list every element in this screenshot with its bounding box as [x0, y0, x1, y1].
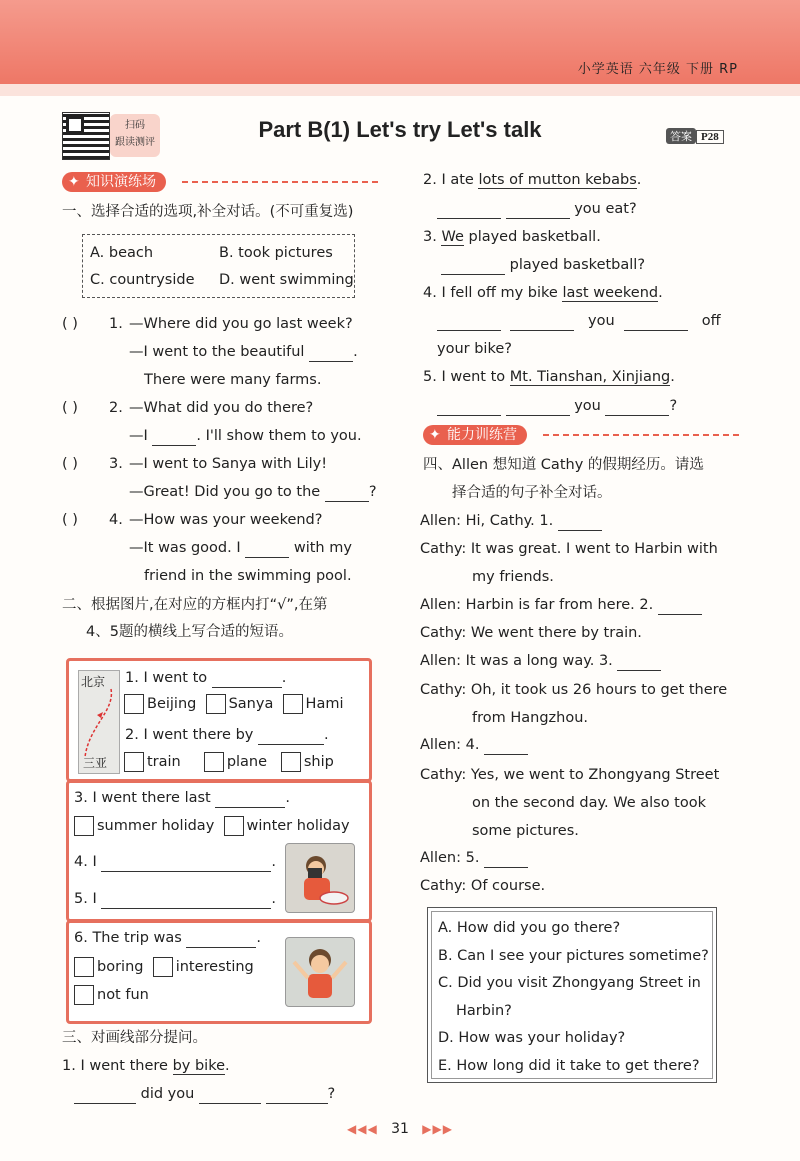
line-text: 5. — [465, 850, 480, 866]
qr-label-line1: 扫码 — [125, 120, 145, 131]
map-icon — [78, 670, 120, 774]
q3-4-end: off — [701, 313, 721, 329]
line-text: It was a long way. 3. — [465, 653, 613, 669]
q3-5-underlined: Mt. Tianshan, Xinjiang — [509, 369, 671, 385]
box1-q1-text: 1. I went to — [125, 670, 208, 686]
item-number-2: 2. — [109, 400, 123, 416]
speaker: Cathy: — [420, 625, 467, 641]
boy-photo-image — [285, 843, 355, 913]
q3-1-end: ? — [327, 1086, 336, 1102]
item-3-line1: —I went to Sanya with Lily! — [129, 456, 328, 472]
q3-2-underlined: lots of mutton kebabs — [478, 172, 637, 188]
option-a: A. beach — [90, 245, 154, 261]
boy-cheering-illustration — [286, 938, 354, 1006]
q3-answer-5 — [437, 396, 677, 416]
box1-q2: 2. I went there by . — [125, 727, 329, 743]
option-d: D. went swimming — [219, 272, 354, 288]
answer-paren-2[interactable]: ( ) — [62, 400, 78, 416]
option-b: B. took pictures — [219, 245, 333, 261]
dialogue-line — [420, 511, 602, 531]
answer-page: P28 — [696, 130, 724, 144]
q3-4-mid: you — [588, 313, 615, 329]
route-line-icon — [79, 671, 119, 773]
item-2-line1: —What did you do there? — [129, 400, 314, 416]
q3-1-mid: did you — [140, 1086, 195, 1102]
box2-q4-text: 4. I — [74, 854, 97, 870]
q3-item-5 — [423, 367, 675, 387]
banner-label: ✦ 能力训练营 — [423, 425, 527, 445]
map-label-beijing: 北京 — [81, 675, 106, 689]
q3-2-post: . — [636, 172, 642, 188]
section-banner-practice — [62, 172, 380, 192]
q3-answer-1 — [74, 1084, 335, 1104]
dialogue-line — [420, 651, 661, 671]
option-boring: boring — [97, 959, 144, 975]
blank[interactable] — [484, 738, 528, 755]
choice-c: C. Did you visit Zhongyang Street in — [438, 975, 701, 991]
line-text: It was great. I went to Harbin with — [470, 541, 718, 557]
speaker: Allen: — [420, 513, 461, 529]
blank[interactable] — [605, 399, 669, 416]
q3-5-post: . — [670, 369, 675, 385]
q4-heading-2: 择合适的句子补全对话。 — [452, 485, 612, 501]
line-text: Of course. — [470, 878, 546, 894]
speaker: Allen: — [420, 850, 461, 866]
item-4-line3: friend in the swimming pool. — [144, 568, 352, 584]
item-1-text: —I went to the beautiful — [129, 344, 305, 360]
blank[interactable] — [101, 892, 271, 909]
blank[interactable] — [441, 258, 505, 275]
blank[interactable] — [510, 314, 574, 331]
blank[interactable] — [199, 1087, 261, 1104]
checkbox[interactable] — [74, 957, 94, 977]
option-winter-holiday: winter holiday — [246, 818, 350, 834]
speaker: Cathy: — [420, 878, 467, 894]
blank[interactable] — [258, 728, 324, 745]
item-number-1: 1. — [109, 316, 123, 332]
blank[interactable] — [437, 202, 501, 219]
box1-q1: 1. I went to . — [125, 670, 287, 686]
answer-paren-1[interactable]: ( ) — [62, 316, 78, 332]
dialogue-line — [420, 848, 528, 868]
dialogue-line — [420, 680, 727, 700]
option-hami: Hami — [305, 696, 344, 712]
option-c: C. countryside — [90, 272, 195, 288]
blank[interactable] — [309, 345, 353, 362]
q3-heading: 三、对画线部分提问。 — [62, 1030, 207, 1046]
choice-d: D. How was your holiday? — [438, 1030, 626, 1046]
page-title: Part B(1) Let's try Let's talk — [258, 117, 542, 142]
book-info: 小学英语 六年级 下册 RP — [577, 62, 738, 77]
q3-3-end: played basketball? — [509, 257, 646, 273]
blank[interactable] — [624, 314, 688, 331]
banner-dash — [182, 181, 378, 183]
choice-a: A. How did you go there? — [438, 920, 621, 936]
blank[interactable] — [437, 314, 501, 331]
line-text: Yes, we went to Zhongyang Street — [470, 767, 720, 783]
blank[interactable] — [266, 1087, 328, 1104]
dialogue-line — [420, 595, 702, 615]
next-arrows-icon: ▶▶▶ — [422, 1122, 453, 1136]
q4-heading-1: 四、Allen 想知道 Cathy 的假期经历。请选 — [423, 457, 704, 473]
checkbox[interactable] — [74, 985, 94, 1005]
dialogue-line — [420, 876, 545, 896]
item-1-line1: —Where did you go last week? — [129, 316, 353, 332]
line-text: Hi, Cathy. 1. — [465, 513, 554, 529]
q3-1-post: . — [225, 1058, 230, 1074]
item-number-4: 4. — [109, 512, 123, 528]
q2-heading-1: 二、根据图片,在对应的方框内打“√”,在第 — [62, 597, 328, 613]
box1-q1-options — [124, 694, 344, 714]
blank[interactable] — [506, 202, 570, 219]
checkbox[interactable] — [204, 752, 224, 772]
boy-happy-image — [285, 937, 355, 1007]
option-ship: ship — [303, 754, 334, 770]
q3-item-4 — [423, 283, 663, 303]
box2-q3-options — [74, 816, 350, 836]
page-footer — [0, 1121, 800, 1137]
blank[interactable] — [186, 931, 256, 948]
q3-answer-4 — [437, 311, 721, 331]
q3-item-1 — [62, 1056, 230, 1076]
answer-paren-4[interactable]: ( ) — [62, 512, 78, 528]
item-4-text: —It was good. I — [129, 540, 241, 556]
top-banner-stripe — [0, 84, 800, 96]
box2-q5: 5. I . — [74, 891, 276, 907]
answer-paren-3[interactable]: ( ) — [62, 456, 78, 472]
line-text: 4. — [465, 737, 480, 753]
dialogue-continuation: on the second day. We also took — [472, 795, 707, 811]
choice-b: B. Can I see your pictures sometime? — [438, 948, 709, 964]
q3-4-post: . — [658, 285, 663, 301]
dialogue-line — [420, 765, 719, 785]
box1-q2-text: 2. I went there by — [125, 727, 254, 743]
option-plane: plane — [226, 754, 268, 770]
blank[interactable] — [245, 541, 289, 558]
q3-2-end: you eat? — [574, 201, 637, 217]
box3-q6-text: 6. The trip was — [74, 930, 182, 946]
item-1-end: . — [353, 344, 358, 360]
line-text: Oh, it took us 26 hours to get there — [470, 682, 728, 698]
section-banner-ability — [423, 425, 741, 445]
q1-heading: 一、选择合适的选项,补全对话。(不可重复选) — [62, 204, 354, 220]
q3-2-pre: 2. I ate — [423, 172, 479, 188]
blank[interactable] — [74, 1087, 136, 1104]
q3-3-post: played basketball. — [463, 229, 601, 245]
line-text: We went there by train. — [470, 625, 642, 641]
item-number-3: 3. — [109, 456, 123, 472]
item-1-line3: There were many farms. — [144, 372, 322, 388]
q3-3-pre: 3. — [423, 229, 442, 245]
blank[interactable] — [506, 399, 570, 416]
box3-q6-options-row2 — [74, 985, 149, 1005]
line-text: Harbin is far from here. 2. — [465, 597, 654, 613]
speaker: Cathy: — [420, 682, 467, 698]
checkbox[interactable] — [153, 957, 173, 977]
box3-q6-options-row1 — [74, 957, 254, 977]
q3-answer-3 — [441, 255, 645, 275]
checkbox[interactable] — [281, 752, 301, 772]
q3-3-underlined: We — [441, 229, 464, 245]
map-label-sanya: 三亚 — [83, 756, 108, 770]
option-sanya: Sanya — [228, 696, 274, 712]
q3-5-end: ? — [669, 398, 678, 414]
banner-dash — [543, 434, 739, 436]
blank[interactable] — [152, 429, 196, 446]
q3-answer-4-line2: your bike? — [437, 341, 512, 357]
dialogue-continuation: some pictures. — [472, 823, 579, 839]
blank[interactable] — [212, 671, 282, 688]
q3-4-underlined: last weekend — [562, 285, 659, 301]
item-4-line2 — [129, 538, 352, 558]
prev-arrows-icon: ◀◀◀ — [347, 1122, 378, 1136]
option-not-fun: not fun — [97, 987, 149, 1003]
option-summer-holiday: summer holiday — [97, 818, 215, 834]
box1-q2-options — [124, 752, 334, 772]
blank[interactable] — [325, 485, 369, 502]
blank[interactable] — [617, 654, 661, 671]
q3-5-pre: 5. I went to — [423, 369, 510, 385]
item-3-text: —Great! Did you go to the — [129, 484, 321, 500]
option-interesting: interesting — [175, 959, 254, 975]
speaker: Allen: — [420, 653, 461, 669]
box2-q3-text: 3. I went there last — [74, 790, 211, 806]
item-3-line2 — [129, 482, 377, 502]
option-beijing: Beijing — [147, 696, 197, 712]
checkbox[interactable] — [74, 816, 94, 836]
checkbox[interactable] — [124, 752, 144, 772]
blank[interactable] — [437, 399, 501, 416]
box3-q6: 6. The trip was . — [74, 930, 262, 946]
dialogue-line — [420, 539, 718, 559]
q3-1-pre: 1. I went there — [62, 1058, 173, 1074]
speaker: Allen: — [420, 597, 461, 613]
q3-answer-2 — [437, 199, 637, 219]
q3-4-pre: 4. I fell off my bike — [423, 285, 563, 301]
item-1-line2 — [129, 342, 358, 362]
qr-label-line2: 跟读测评 — [115, 137, 155, 148]
checkbox[interactable] — [224, 816, 244, 836]
q3-5-mid: you — [574, 398, 601, 414]
item-2-text: —I — [129, 428, 148, 444]
box2-q5-text: 5. I — [74, 891, 97, 907]
answer-tag — [666, 128, 724, 145]
checkbox[interactable] — [283, 694, 303, 714]
item-2-line2 — [129, 426, 362, 446]
choice-c-cont: Harbin? — [456, 1003, 512, 1019]
blank[interactable] — [484, 851, 528, 868]
blank[interactable] — [658, 598, 702, 615]
item-4-line1: —How was your weekend? — [129, 512, 323, 528]
item-2-end: . I'll show them to you. — [196, 428, 362, 444]
option-train: train — [147, 754, 181, 770]
boy-camera-illustration — [286, 844, 354, 912]
blank[interactable] — [215, 791, 285, 808]
blank[interactable] — [101, 855, 271, 872]
checkbox[interactable] — [124, 694, 144, 714]
speaker: Cathy: — [420, 541, 467, 557]
dialogue-continuation: my friends. — [472, 569, 554, 585]
item-3-end: ? — [368, 484, 377, 500]
dialogue-line — [420, 623, 642, 643]
box2-q3: 3. I went there last . — [74, 790, 290, 806]
choices-box — [427, 907, 717, 1083]
checkbox[interactable] — [206, 694, 226, 714]
page-number: 31 — [391, 1121, 409, 1137]
blank[interactable] — [558, 514, 602, 531]
options-box — [82, 234, 355, 298]
q3-item-3 — [423, 227, 601, 247]
item-4-end: with my — [293, 540, 352, 556]
dialogue-continuation: from Hangzhou. — [472, 710, 589, 726]
speaker: Allen: — [420, 737, 461, 753]
speaker: Cathy: — [420, 767, 467, 783]
choice-e: E. How long did it take to get there? — [438, 1058, 700, 1074]
q3-item-2 — [423, 170, 641, 190]
banner-label: ✦ 知识演练场 — [62, 172, 166, 192]
answer-label: 答案 — [666, 128, 696, 144]
q3-1-underlined: by bike — [172, 1058, 225, 1074]
box2-q4: 4. I . — [74, 854, 276, 870]
q2-heading-2: 4、5题的横线上写合适的短语。 — [86, 624, 293, 640]
dialogue-line — [420, 735, 528, 755]
